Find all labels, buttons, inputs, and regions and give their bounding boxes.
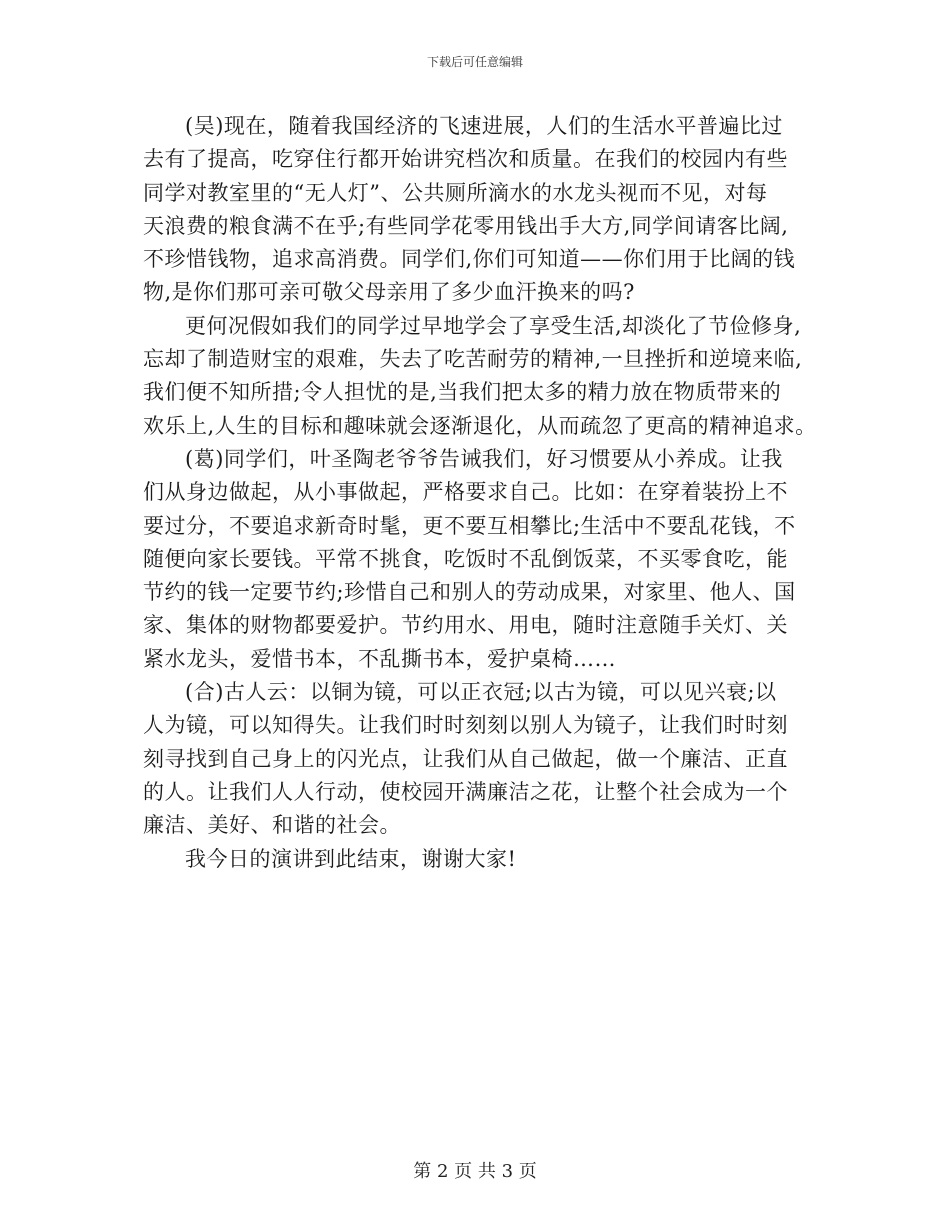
paragraph: [143, 443, 813, 676]
text-line: 节约的钱一定要节约;珍惜自己和别人的劳动成果，对家里、他人、国: [143, 580, 796, 605]
text-line: 忘却了制造财宝的艰难，失去了吃苦耐劳的精神,一旦挫折和逆境来临,: [143, 347, 803, 372]
text-line: 去有了提高，吃穿住行都开始讲究档次和质量。在我们的校园内有些: [143, 147, 788, 172]
text-line: 不珍惜钱物，追求高消费。同学们,你们可知道——你们用于比阔的钱: [143, 247, 796, 272]
text-line: (合)古人云：以铜为镜，可以正衣冠;以古为镜，可以见兴衰;以: [185, 680, 777, 705]
text-line: 人为镜，可以知得失。让我们时时刻刻以别人为镜子，让我们时时刻: [143, 713, 788, 738]
document-body: [143, 110, 817, 876]
page-number: 第 2 页 共 3 页: [413, 1161, 537, 1182]
text-line: (葛)同学们，叶圣陶老爷爷告诫我们，好习惯要从小养成。让我: [185, 446, 783, 471]
text-line: 随便向家长要钱。平常不挑食，吃饭时不乱倒饭菜，不买零食吃，能: [143, 546, 788, 571]
page-header: 下载后可任意编辑: [426, 55, 523, 69]
text-line: 同学对教室里的“无人灯”、公共厕所滴水的水龙头视而不见，对每: [143, 180, 768, 205]
paragraph: [143, 310, 817, 443]
text-line: 廉洁、美好、和谐的社会。: [143, 813, 401, 838]
text-line: 我今日的演讲到此结束，谢谢大家!: [185, 846, 517, 871]
text-line: 们从身边做起，从小事做起，严格要求自己。比如：在穿着装扮上不: [143, 480, 788, 505]
text-line: (吴)现在，随着我国经济的飞速进展，人们的生活水平普遍比过: [185, 114, 783, 138]
text-line: 我们便不知所措;令人担忧的是,当我们把太多的精力放在物质带来的: [143, 380, 782, 405]
text-line: 欢乐上,人生的目标和趣味就会逐渐退化，从而疏忽了更高的精神追求。: [143, 413, 817, 438]
paragraph: [143, 110, 813, 310]
text-line: 物,是你们那可亲可敬父母亲用了多少血汗换来的吗?: [143, 280, 635, 305]
text-line: 的人。让我们人人行动，使校园开满廉洁之花，让整个社会成为一个: [143, 779, 788, 804]
paragraph: [143, 676, 813, 842]
text-line: 家、集体的财物都要爱护。节约用水、用电，随时注意随手关灯、关: [143, 613, 788, 638]
text-line: 刻寻找到自己身上的闪光点，让我们从自己做起，做一个廉洁、正直: [143, 746, 788, 771]
text-line: 要过分，不要追求新奇时髦，更不要互相攀比;生活中不要乱花钱，不: [143, 513, 796, 538]
text-line: 更何况假如我们的同学过早地学会了享受生活,却淡化了节俭修身,: [185, 313, 802, 338]
paragraph: [143, 843, 813, 876]
text-line: 天浪费的粮食满不在乎;有些同学花零用钱出手大方,同学间请客比阔,: [143, 213, 789, 238]
text-line: 紧水龙头，爱惜书本，不乱撕书本，爱护桌椅……: [143, 646, 616, 671]
